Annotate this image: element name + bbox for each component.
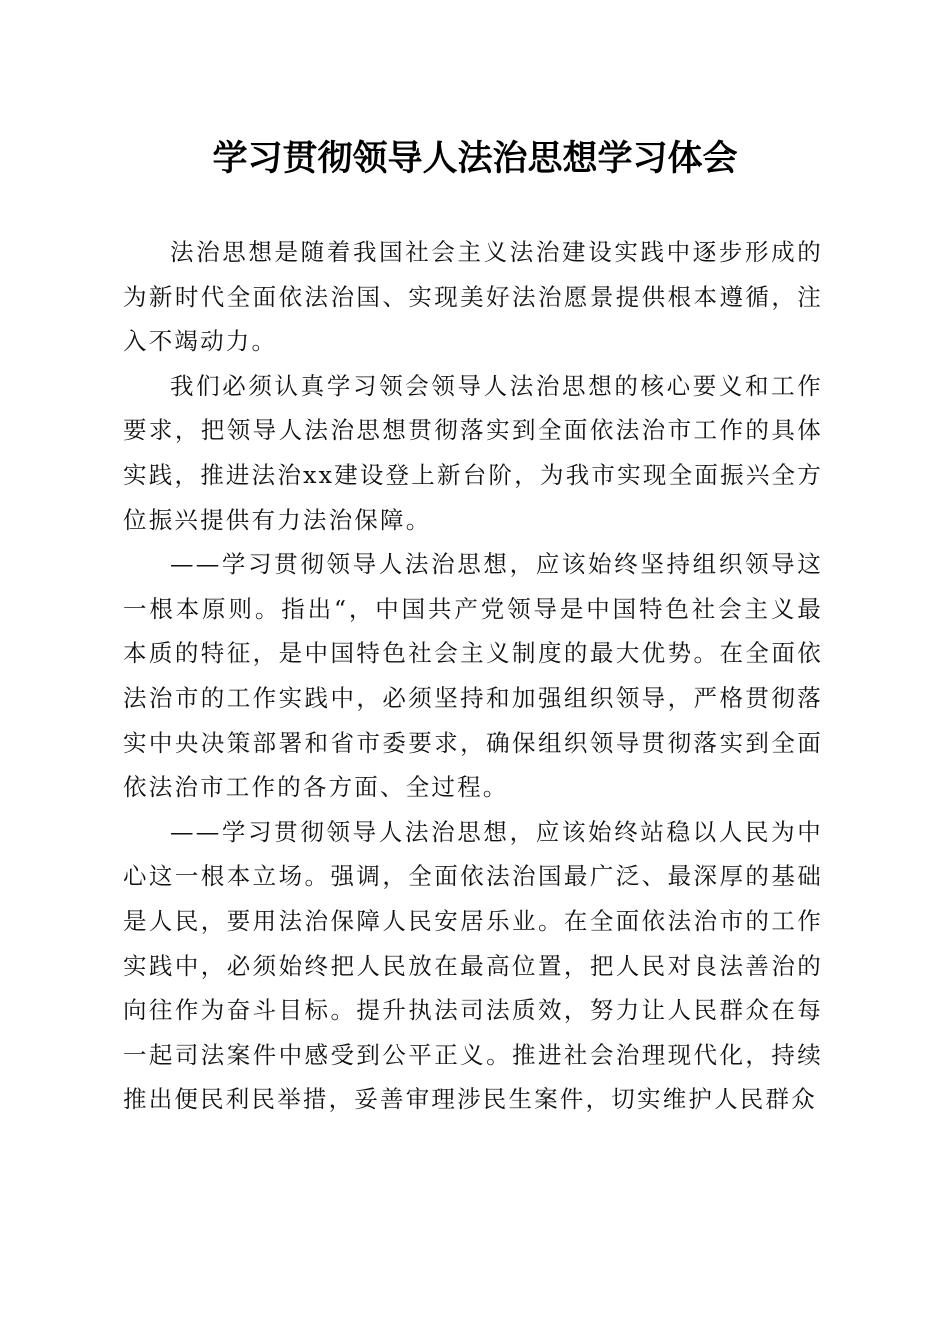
document-body bbox=[123, 230, 823, 1122]
paragraph-2: 我们必须认真学习领会领导人法治思想的核心要义和工作要求，把领导人法治思想贯彻落实到全面依法治市工作的具体实践，推进法治xx建设登上新台阶，为我市实现全面振兴全方位振兴提供有力法治保障。 bbox=[123, 371, 823, 534]
document-title: 学习贯彻领导人法治思想学习体会 bbox=[212, 138, 738, 179]
paragraph-3: ——学习贯彻领导人法治思想，应该始终坚持组织领导这一根本原则。指出“，中国共产党领导是中国特色社会主义最本质的特征，是中国特色社会主义制度的最大优势。在全面依法治市的工作实践中，必须坚持和加强组织领导，严格贯彻落实中央决策部署和省市委要求，确保组织领导贯彻落实到全面依法治市工作的各方面、全过程。 bbox=[123, 550, 823, 802]
paragraph-4: ——学习贯彻领导人法治思想，应该始终站稳以人民为中心这一根本立场。强调，全面依法治国最广泛、最深厚的基础是人民，要用法治保障人民安居乐业。在全面依法治市的工作实践中，必须始终把人民放在最高位置，把人民对良法善治的向往作为奋斗目标。提升执法司法质效，努力让人民群众在每一起司法案件中感受到公平正义。推进社会治理现代化，持续推出便民利民举措，妥善审理涉民生案件，切实维护人民群众 bbox=[123, 817, 823, 1114]
paragraph-1: 法治思想是随着我国社会主义法治建设实践中逐步形成的为新时代全面依法治国、实现美好法治愿景提供根本遵循，注入不竭动力。 bbox=[123, 238, 823, 356]
